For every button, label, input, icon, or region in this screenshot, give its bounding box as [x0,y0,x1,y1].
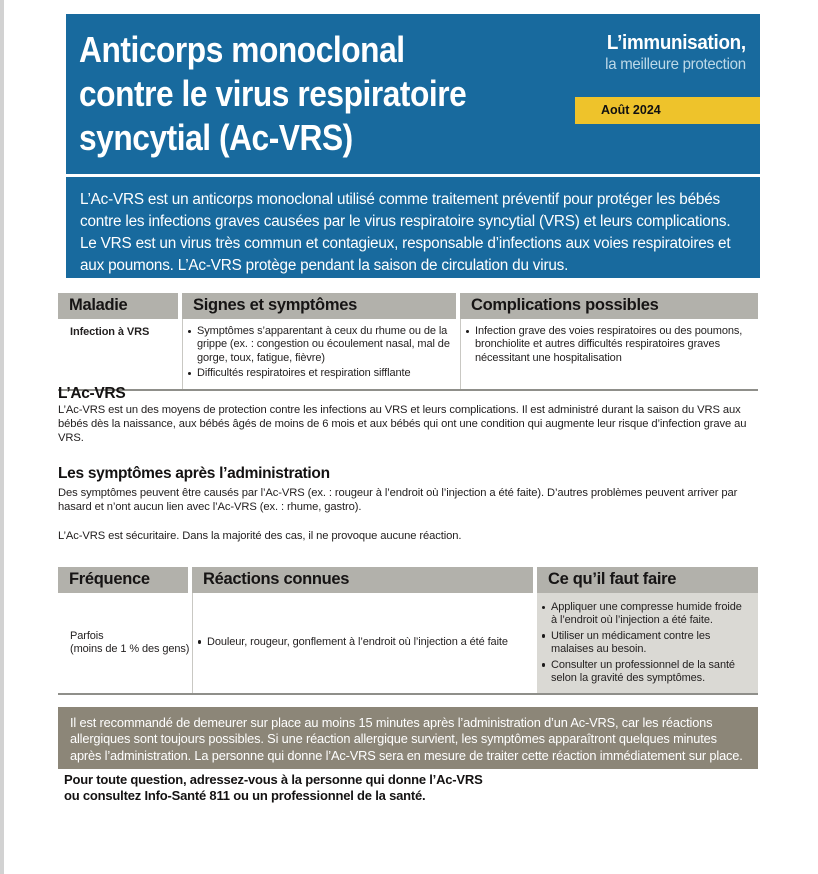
symptoms-paragraph-2: L’Ac-VRS est sécuritaire. Dans la majorité des cas, il ne provoque aucune réaction. [58,530,462,542]
column-header-signes: Signes et symptômes [182,293,456,319]
title-line-1: Anticorps monoclonal [79,29,405,70]
sign-item: Difficultés respiratoires et respiration sifflante [185,367,450,380]
action-item: Consulter un professionnel de la santé selon la gravité des symptômes. [539,659,748,686]
reaction-table [58,567,758,695]
disease-table-row [58,319,758,391]
section-title-symptoms: Les symptômes après l’administration [58,465,330,482]
intro-paragraph: L’Ac-VRS est un anticorps monoclonal utilisé comme traitement préventif pour protéger les bébés contre les infections graves causées par le virus respiratoire syncytial (VRS) et leurs complications. Le VRS est un virus très commun et contagieux, responsable d’infections aux voies respiratoires et aux poumons. L’Ac-VRS protège pendant la saison de circulation du virus. [80,191,731,274]
brand-line-2: la meilleure protection [605,56,746,73]
reaction-table-header [58,567,758,593]
complications-cell [460,319,758,389]
frequency-cell [58,593,192,693]
column-header-complications: Complications possibles [460,293,758,319]
contact-note [64,772,724,804]
disease-table [58,293,758,391]
action-item: Utiliser un médicament contre les malaises au besoin. [539,630,748,657]
signs-cell [182,319,460,389]
reactions-cell [192,593,537,693]
reaction-table-row [58,593,758,695]
date-badge: Août 2024 [575,97,760,124]
stay-on-site-notice: Il est recommandé de demeurer sur place au moins 15 minutes après l’administration d’un Ac-VRS, car les réactions allergiques sont toujours possibles. Si une réaction allergique survient, les symptômes apparaîtront quelques minutes après l’administration. La personne qui donne l’Ac-VRS sera en mesure de traiter cette réaction immédiatement sur place. [58,707,758,769]
section-title-acvrs: L’Ac-VRS [58,385,126,402]
brand-line-1: L’immunisation, [607,32,746,54]
complication-item: Infection grave des voies respiratoires ou des poumons, bronchiolite et autres difficultés respiratoires graves nécessitant une hospitalisation [463,325,748,365]
contact-note-line-1: Pour toute question, adressez-vous à la personne qui donne l’Ac-VRS [64,772,483,787]
sign-item: Symptômes s’apparentant à ceux du rhume ou de la grippe (ex. : congestion ou écoulement nasal, mal de gorge, toux, fatigue, fièvre) [185,325,450,365]
reaction-item: Douleur, rougeur, gonflement à l’endroit où l’injection a été faite [195,636,527,649]
header-banner [66,14,760,174]
contact-note-line-2: ou consultez Info-Santé 811 ou un professionnel de la santé. [64,788,426,803]
action-item: Appliquer une compresse humide froide à l’endroit où l’injection a été faite. [539,601,748,628]
intro-banner [66,177,760,278]
disease-table-header [58,293,758,319]
column-header-quoi-faire: Ce qu’il faut faire [537,567,758,593]
section-acvrs-paragraph: L’Ac-VRS est un des moyens de protection contre les infections au VRS et leurs complications. Il est administré durant la saison du VRS aux bébés dès la naissance, aux bébés âgés de moins de 6 mois et aux bébés qui ont une condition qui augmente leur risque d’infection grave au VRS. [58,404,747,444]
title-line-2: contre le virus respiratoire [79,73,467,114]
actions-cell [537,593,758,693]
symptoms-paragraph-1: Des symptômes peuvent être causés par l’Ac-VRS (ex. : rougeur à l’endroit où l’injection a été faite). D’autres problèmes peuvent arriver par hasard et n’ont aucun lien avec l’Ac-VRS (ex. : rhume, gastro). [58,487,738,513]
frequency-label: Parfois [70,629,104,642]
disease-name: Infection à VRS [70,326,150,338]
column-header-maladie: Maladie [58,293,178,319]
immunisation-brand [0,32,746,74]
column-header-frequence: Fréquence [58,567,188,593]
column-header-reactions: Réactions connues [192,567,533,593]
frequency-detail: (moins de 1 % des gens) [70,643,190,656]
title-line-3: syncytial (Ac-VRS) [79,117,353,158]
page-left-edge [0,0,4,874]
